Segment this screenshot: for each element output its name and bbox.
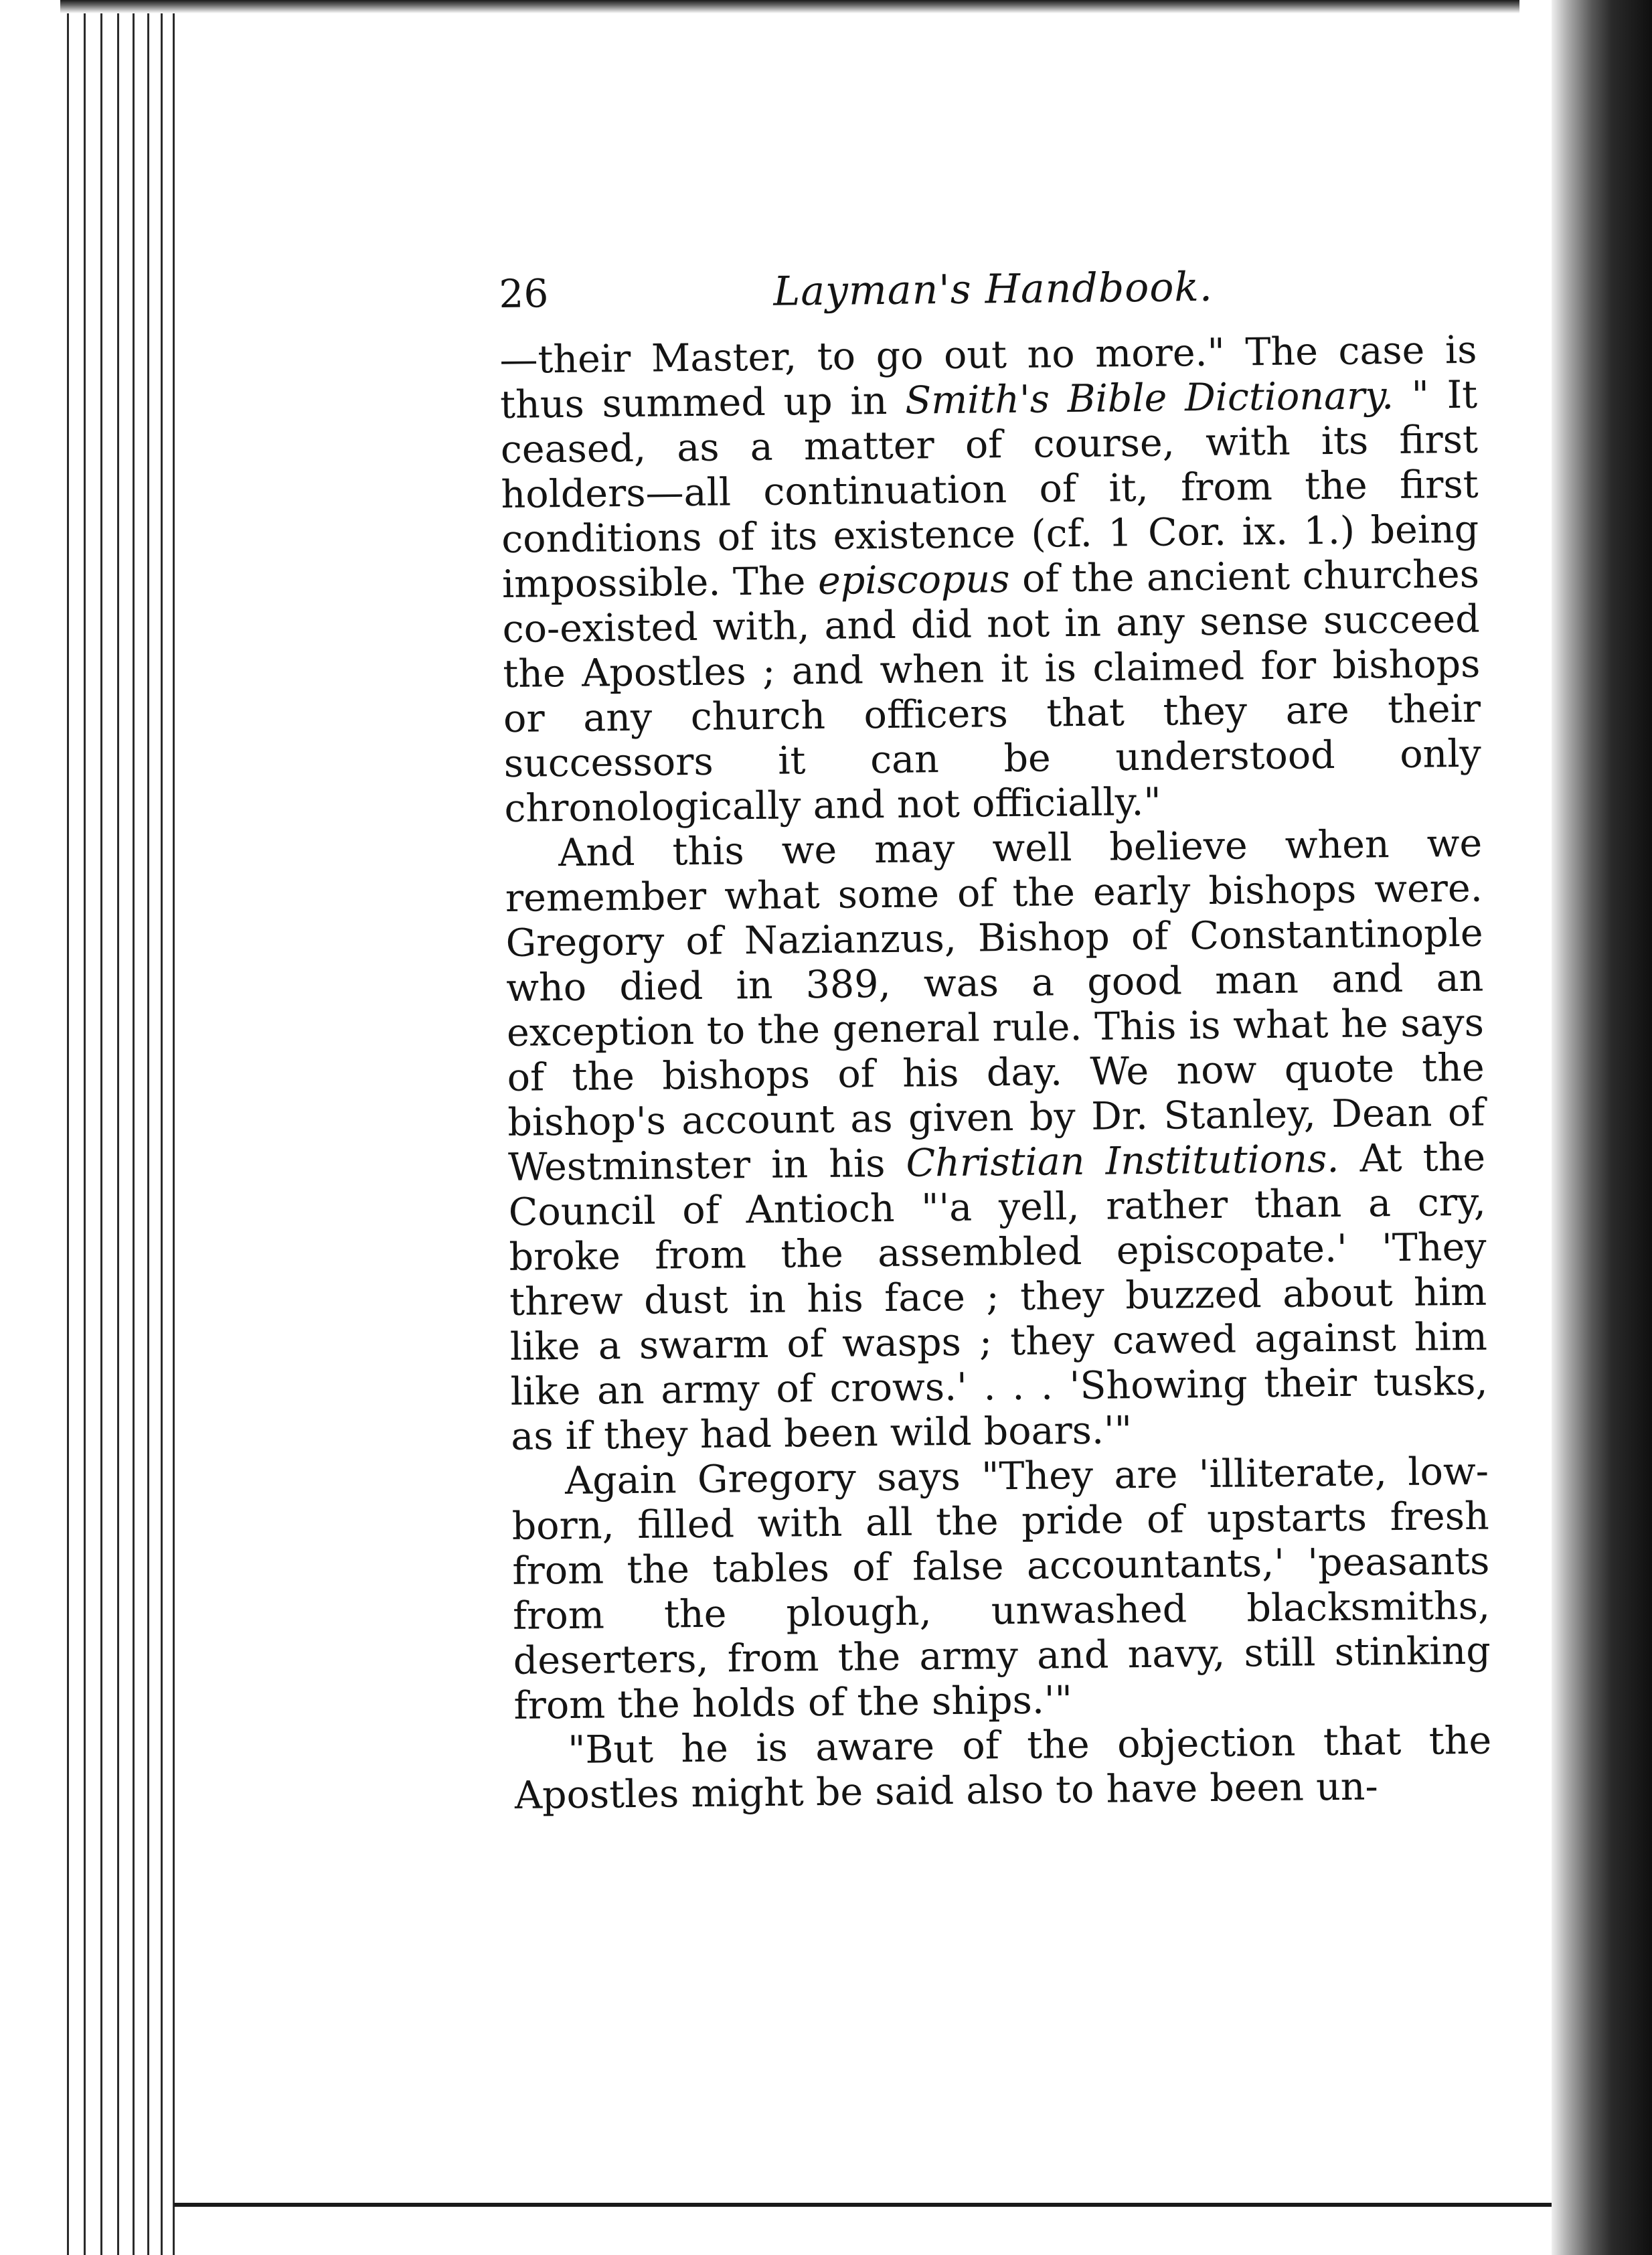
book-title: Christian Institutions. (906, 1136, 1339, 1186)
page-edge-line (133, 0, 135, 2255)
page-edge-line (117, 0, 119, 2255)
book-title: Smith's Bible Dictionary. (904, 374, 1394, 423)
page-edge-line (100, 0, 102, 2255)
page-number: 26 (499, 270, 549, 317)
page-edge-line (67, 0, 69, 2255)
stacked-page-edges (0, 0, 201, 2255)
text-run: "But he is aware of the objection that the Apostles might be said also to have been un- (514, 1718, 1492, 1818)
text-run: of the ancient churches co-existed with, and did not in any sense succeed the Apostles ; and when it is claimed for bishops or any church officers that they are their successors it can be understood only chronologically and not officially." (502, 552, 1482, 831)
latin-term: episcopus (817, 557, 1010, 604)
text-run: —their Master, to go out no more." The case (499, 328, 1425, 382)
text-run: Again Gregory says "They are 'illiterate, low-born, filled with all the pride of upstarts fresh from the tables of false accountants,' 'peasants from the plough, unwashed blacksmiths, deserters, from the army and navy, still stinking from the holds of the ships.'" (511, 1449, 1491, 1728)
text-run: " It ceased, as a matter of course, with its first holders—all continuation of it, from the first conditions of its existence (cf. 1 Cor. ix. 1.) being impossible. The (500, 372, 1479, 607)
paragraph (511, 1450, 1491, 1729)
bottom-page-edge (174, 2203, 1552, 2207)
book-page (499, 254, 1492, 1818)
page-edge-line (84, 0, 86, 2255)
text-run: is thus summed up in (499, 327, 1477, 427)
page-edge-line (147, 0, 149, 2255)
running-head: Layman's Handbook. (773, 263, 1214, 315)
book-binding-shadow (1552, 0, 1652, 2255)
text-run: And this we may well believe when we remember what some of the early bishops were. Gregory of Nazianzus, Bishop of Constantinople who died in 389, was a good man and an exception to the general rule. This is what he says of the bishops of his day. We now quote the bishop's account as given by Dr. Stanley, Dean of Westminster in his (505, 821, 1485, 1190)
paragraph (505, 822, 1489, 1460)
top-page-edge (60, 0, 1519, 13)
page-header (499, 254, 1477, 338)
page-edge-line (173, 0, 175, 2255)
page-edge-line (161, 0, 163, 2255)
paragraph (499, 328, 1482, 832)
body-text (499, 328, 1492, 1818)
paragraph (514, 1719, 1492, 1818)
text-run: At the Council of Antioch "'a yell, rather than a cry, broke from the assembled episcopate.' 'They threw dust in his face ; they buzzed about him like a swarm of wasps ; they cawed against him like an army of crows.' . . . 'Showing their tusks, as if they had been wild boars.'" (508, 1135, 1488, 1459)
